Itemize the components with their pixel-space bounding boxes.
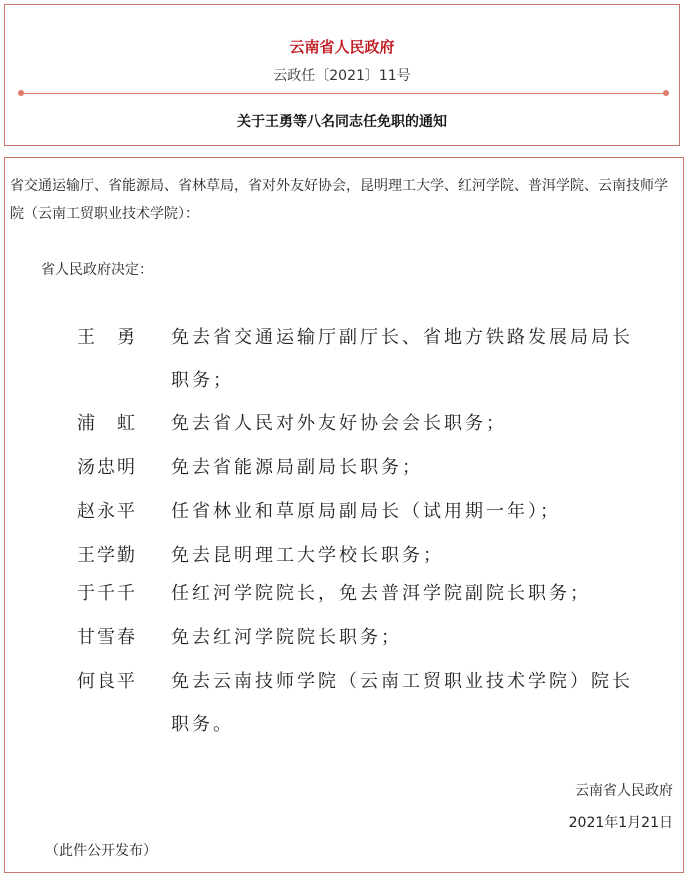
signer: 云南省人民政府 bbox=[575, 783, 673, 799]
entry-name: 浦 虹 bbox=[77, 413, 137, 434]
entry-text: 免去昆明理工大学校长职务； bbox=[171, 545, 444, 566]
document-title: 关于王勇等八名同志任免职的通知 bbox=[237, 114, 447, 130]
entry-name: 赵永平 bbox=[77, 501, 137, 522]
document-body bbox=[4, 157, 684, 873]
entry-text: 免去云南技师学院（云南工贸职业技术学院）院长 bbox=[171, 671, 633, 692]
entry-text: 免去红河学院院长职务； bbox=[171, 627, 402, 648]
issuer-name: 云南省人民政府 bbox=[289, 38, 395, 56]
entry-name: 何良平 bbox=[77, 671, 137, 692]
entry-name: 于千千 bbox=[77, 583, 137, 604]
issue-date: 2021年1月21日 bbox=[568, 815, 673, 831]
document-number: 云政任〔2021〕11号 bbox=[273, 68, 411, 84]
entry-text-continued: 职务； bbox=[171, 370, 234, 391]
divider-dot-right bbox=[663, 90, 669, 96]
intro-text: 省人民政府决定： bbox=[41, 262, 153, 278]
publication-note: （此件公开发布） bbox=[45, 843, 157, 859]
entry-text: 免去省交通运输厅副厅长、省地方铁路发展局局长 bbox=[171, 327, 633, 348]
entry-text: 任红河学院院长，免去普洱学院副院长职务； bbox=[171, 583, 591, 604]
entry-text: 任省林业和草原局副局长（试用期一年）； bbox=[171, 501, 561, 522]
entry-text: 免去省能源局副局长职务； bbox=[171, 457, 423, 478]
entry-name: 王 勇 bbox=[77, 327, 137, 348]
entry-name: 王学勤 bbox=[77, 545, 137, 566]
recipients: 省交通运输厅、省能源局、省林草局，省对外友好协会，昆明理工大学、红河学院、普洱学院、云南技师学院（云南工贸职业技术学院）： bbox=[10, 178, 668, 222]
entry-name: 汤忠明 bbox=[77, 457, 137, 478]
header-divider bbox=[21, 93, 666, 94]
entry-text: 免去省人民对外友好协会会长职务； bbox=[171, 413, 507, 434]
entry-name: 甘雪春 bbox=[77, 627, 137, 648]
entry-text-continued: 职务。 bbox=[171, 714, 234, 735]
divider-dot-left bbox=[18, 90, 24, 96]
document-header bbox=[4, 4, 680, 146]
